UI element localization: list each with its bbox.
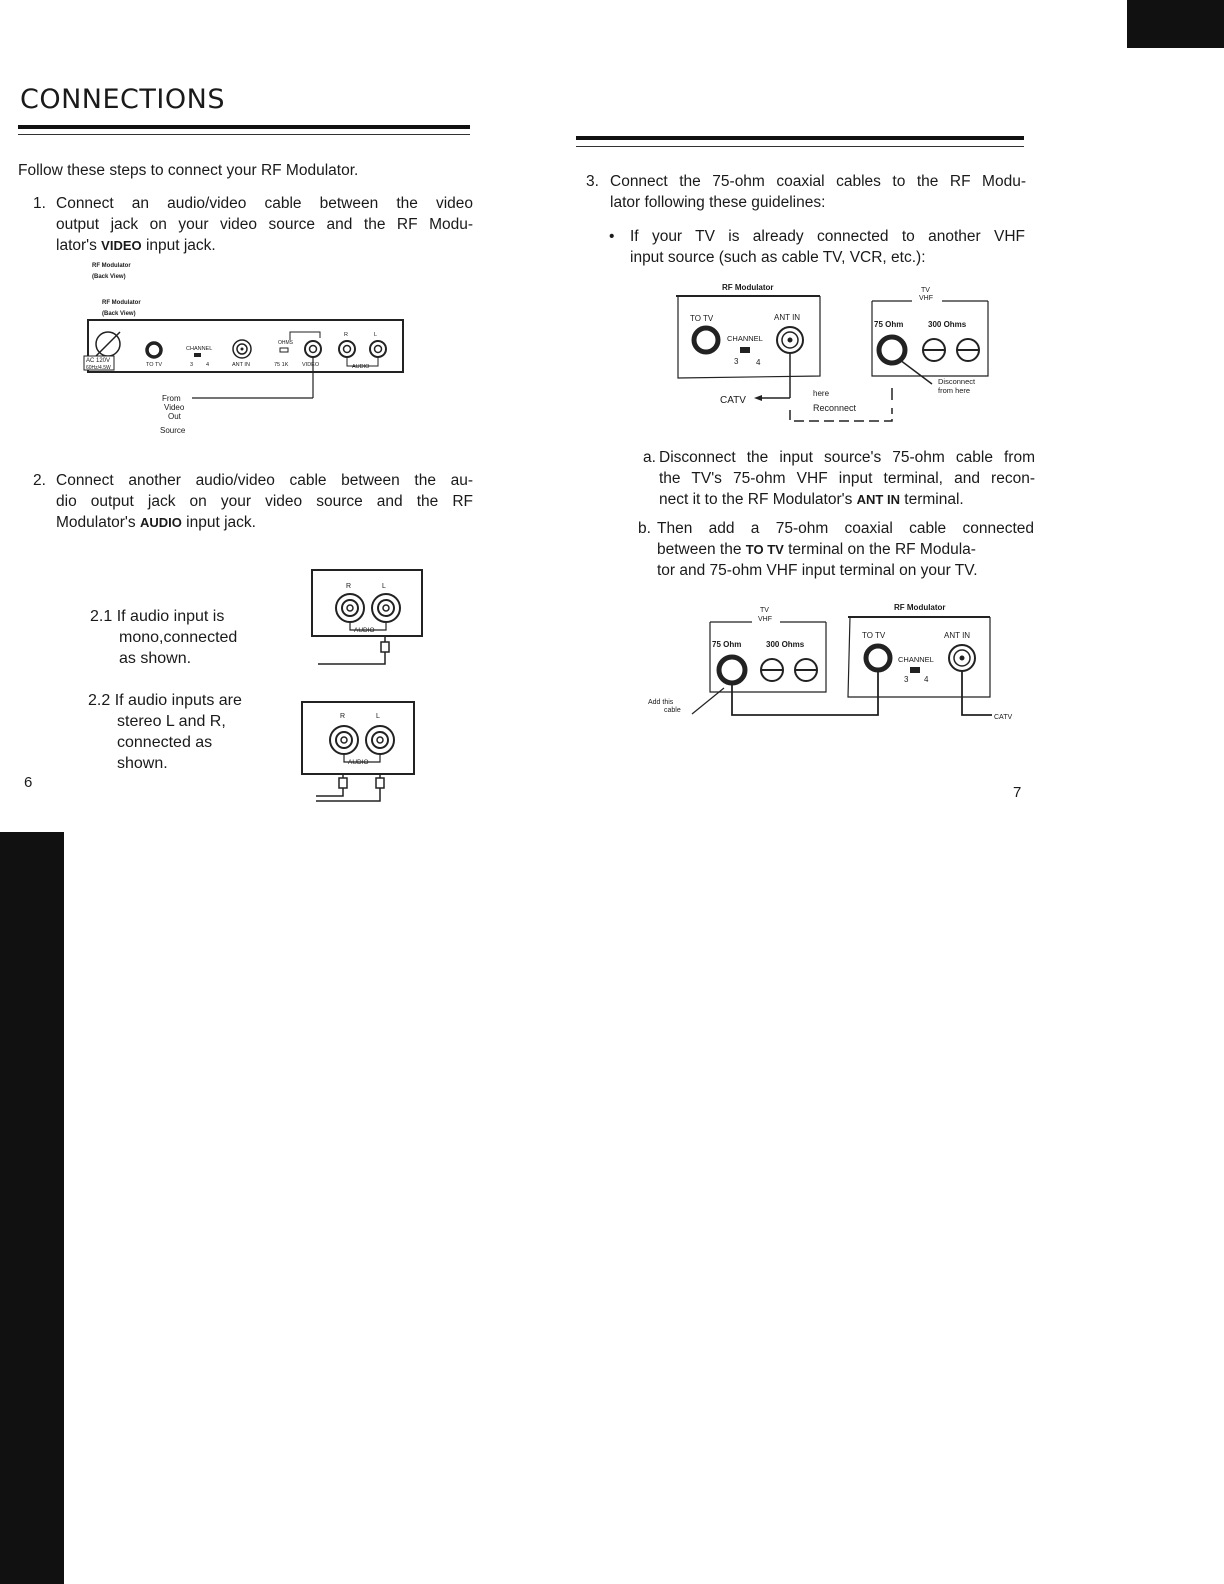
label: AUDIO (348, 759, 369, 766)
bullet-item (609, 226, 1025, 268)
reconnect-diagram (670, 280, 1000, 440)
label: (Back View) (102, 311, 136, 317)
label: VIDEO (302, 362, 320, 368)
step-3 (586, 171, 1026, 213)
plug-icon (381, 642, 389, 652)
label: VHF (758, 616, 772, 623)
label: From (162, 394, 181, 403)
step-line: lator following these guidelines: (610, 194, 826, 211)
keyword: TO TV (745, 542, 784, 557)
label: 300 Ohms (928, 320, 967, 329)
sub-step-number: 2.1 (90, 608, 113, 625)
plug-icon (376, 778, 384, 788)
step-line: Disconnect the input source's 75-ohm cable from (659, 449, 1035, 466)
right-rule-thin (576, 146, 1024, 147)
label: OHMS (278, 340, 293, 346)
step-line: Then add a 75-ohm coaxial cable connected (657, 520, 1034, 537)
page-number-left: 6 (24, 774, 33, 791)
keyword: AUDIO (139, 515, 182, 530)
label: RF Modulator (722, 283, 774, 292)
label: RF Modulator (102, 300, 141, 306)
label: TO TV (862, 631, 886, 640)
label: Out (168, 412, 181, 421)
stereo-audio-diagram (296, 698, 422, 806)
step-line: Connect an audio/video cable between the video (56, 195, 473, 212)
label: CHANNEL (898, 655, 934, 664)
label: 75 Ohm (712, 640, 742, 649)
label: from here (938, 386, 971, 395)
sub-step-2-2 (88, 690, 288, 774)
step-letter: b. (638, 520, 651, 537)
scan-bar-left (0, 832, 64, 1584)
step-line: the TV's 75-ohm VHF input terminal, and recon- (659, 470, 1035, 487)
label: R (340, 713, 346, 720)
step-letter: a. (643, 449, 656, 466)
label: ANT IN (232, 362, 250, 368)
label: Add this (648, 699, 674, 706)
sub-step-line: connected as (117, 734, 213, 751)
title-rule-thin (18, 134, 470, 135)
text: terminal on the RF Modula- (783, 541, 976, 558)
sub-step-line: stereo L and R, (117, 713, 226, 730)
step-line: output jack on your video source and the RF Modu- (56, 216, 473, 233)
sub-step-2-1 (90, 606, 290, 669)
label: TV (921, 287, 930, 294)
bullet-line: input source (such as cable TV, VCR, etc.): (630, 249, 926, 266)
label: VHF (919, 295, 933, 302)
step-2 (33, 470, 473, 533)
sub-step-line: mono,connected (119, 629, 238, 646)
label: 300 Ohms (766, 640, 805, 649)
step-number: 3. (586, 173, 599, 190)
label: 75 1K (274, 362, 289, 368)
sub-step-line: shown. (117, 755, 168, 772)
mono-audio-diagram (308, 566, 426, 674)
label: R (346, 583, 352, 590)
label: 3 (904, 675, 909, 684)
text: lator's (56, 237, 102, 254)
label: 4 (756, 358, 761, 367)
plug-icon (339, 778, 347, 788)
keyword: VIDEO (101, 238, 142, 253)
label: cable (664, 707, 681, 714)
label: ANT IN (944, 631, 971, 640)
text: between the (657, 541, 746, 558)
intro-text: Follow these steps to connect your RF Modulator. (18, 162, 359, 179)
step-line: tor and 75-ohm VHF input terminal on your TV. (657, 562, 978, 579)
label: here (813, 389, 830, 398)
step-line (659, 489, 1035, 510)
sub-step-number: 2.2 (88, 692, 111, 709)
label: Video (164, 403, 185, 412)
vhf-75-ohm-terminal-icon (719, 657, 745, 683)
step-number: 1. (33, 195, 46, 212)
step-b (638, 518, 1034, 581)
label: (Back View) (92, 274, 126, 280)
label: 3 (734, 357, 739, 366)
text: nect it to the RF Modulator's (659, 491, 857, 508)
scan-bar-top-right (1127, 0, 1224, 48)
to-tv-jack-icon (147, 343, 161, 357)
step-line: Connect another audio/video cable between the au- (56, 472, 473, 489)
label: AUDIO (354, 627, 375, 634)
label: RF Modulator (92, 263, 131, 269)
label: CHANNEL (186, 346, 213, 352)
label: L (382, 583, 386, 590)
to-tv-terminal-icon (694, 328, 718, 352)
page-number-right: 7 (1013, 784, 1022, 801)
text: input jack. (181, 514, 256, 531)
label: CATV (720, 395, 746, 406)
label: 4 (206, 362, 210, 368)
label: L (376, 713, 380, 720)
title-rule-thick (18, 125, 470, 129)
label: 60Hz/4.5W (86, 365, 111, 371)
label: 3 (190, 362, 194, 368)
label: 4 (924, 675, 929, 684)
label: TO TV (690, 314, 714, 323)
label: RF Modulator (894, 603, 946, 612)
add-cable-diagram (640, 600, 1030, 750)
label: CATV (994, 714, 1013, 721)
vhf-75-ohm-terminal-icon (879, 337, 905, 363)
label: Disconnect (938, 377, 976, 386)
label: Reconnect (813, 403, 857, 413)
right-rule-thick (576, 136, 1024, 140)
to-tv-terminal-icon (866, 646, 890, 670)
sub-step-line: as shown. (119, 650, 192, 667)
step-1 (33, 193, 473, 256)
step-line (56, 512, 473, 533)
keyword: ANT IN (856, 492, 900, 507)
text: input jack. (141, 237, 216, 254)
sub-step-line: If audio input is (116, 608, 225, 625)
label: Source (160, 426, 186, 435)
label: 75 Ohm (874, 320, 904, 329)
label: TO TV (146, 362, 162, 368)
page-title: CONNECTIONS (20, 84, 225, 115)
label: AC 120V (86, 358, 111, 364)
label: ANT IN (774, 313, 801, 322)
label: CHANNEL (727, 334, 763, 343)
text: Modulator's (56, 514, 140, 531)
text: terminal. (900, 491, 964, 508)
rf-modulator-back-panel-diagram (80, 258, 420, 443)
step-number: 2. (33, 472, 46, 489)
step-line (56, 235, 473, 256)
bullet-line: If your TV is already connected to another VHF (630, 228, 1025, 245)
label: L (374, 332, 378, 338)
step-line (657, 539, 1034, 560)
bullet-icon: • (609, 228, 615, 245)
label: AUDIO (352, 364, 370, 370)
sub-step-line: If audio inputs are (114, 692, 242, 709)
label: R (344, 332, 348, 338)
label: TV (760, 607, 769, 614)
step-line: Connect the 75-ohm coaxial cables to the RF Modu- (610, 173, 1026, 190)
step-line: dio output jack on your video source and the RF (56, 493, 473, 510)
step-a (643, 447, 1035, 510)
